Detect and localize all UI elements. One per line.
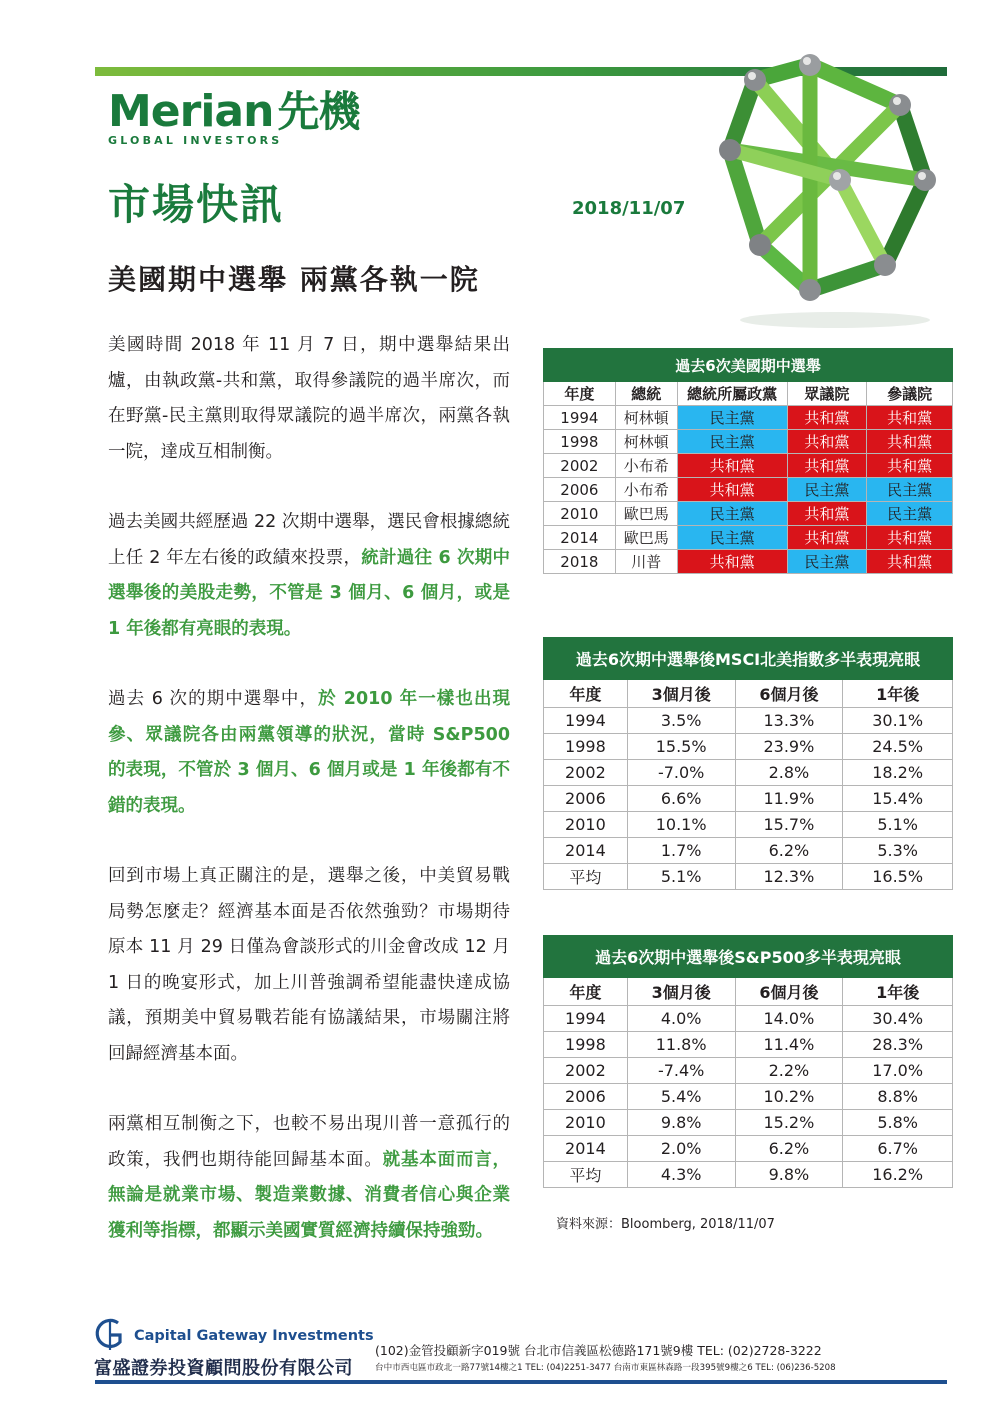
table-cell: -7.4% — [627, 1058, 735, 1084]
table-row — [544, 406, 953, 430]
table-cell: 5.1% — [627, 864, 735, 890]
table-row — [544, 478, 953, 502]
table-cell: 民主黨 — [677, 526, 787, 550]
table-cell: 2.2% — [735, 1058, 843, 1084]
table-cell: 2010 — [544, 812, 628, 838]
table-cell: 1994 — [544, 708, 628, 734]
table-cell: 民主黨 — [677, 430, 787, 454]
table-cell: 8.8% — [843, 1084, 953, 1110]
footer-license-address: (102)金管投顧新字019號 台北市信義區松德路171號9樓 TEL: (02)2728-3222 — [375, 1343, 822, 1358]
molecule-model-icon — [690, 40, 960, 330]
footer-branch-offices: 台中市西屯區市政北一路77號14樓之1 TEL: (04)2251-3477 台南市東區林森路一段395號9樓之6 TEL: (06)236-5208 — [375, 1363, 836, 1373]
table-cell: 1.7% — [627, 838, 735, 864]
table-cell: 11.8% — [627, 1032, 735, 1058]
table-cell: 15.2% — [735, 1110, 843, 1136]
table-row — [544, 1110, 953, 1136]
table-row — [544, 550, 953, 574]
table-cell: -7.0% — [627, 760, 735, 786]
table-row — [544, 430, 953, 454]
table-row — [544, 786, 953, 812]
table-cell: 15.7% — [735, 812, 843, 838]
table-cell: 2002 — [544, 760, 628, 786]
table-cell: 2014 — [544, 1136, 628, 1162]
table-cell: 民主黨 — [787, 478, 867, 502]
table-cell: 2006 — [544, 1084, 628, 1110]
table-row — [544, 760, 953, 786]
table-cell: 30.1% — [843, 708, 953, 734]
logo-cn: 先機 — [277, 87, 360, 136]
table-cell: 共和黨 — [867, 454, 953, 478]
table-cell: 2014 — [544, 526, 616, 550]
table-cell: 28.3% — [843, 1032, 953, 1058]
table-cell: 2.8% — [735, 760, 843, 786]
table-cell: 2002 — [544, 454, 616, 478]
table-row — [544, 1058, 953, 1084]
table-cell: 柯林頓 — [615, 430, 677, 454]
company-name-en: Capital Gateway Investments — [134, 1328, 374, 1344]
paragraph-1: 美國時間 2018 年 11 月 7 日，期中選舉結果出爐，由執政黨-共和黨，取得參議院的過半席次，而在野黨-民主黨則取得眾議院的過半席次，兩黨各執一院，達成互相制衡。 — [108, 335, 510, 462]
table-cell: 共和黨 — [867, 406, 953, 430]
paragraph-2: 過去美國共經歷過 22 次期中選舉，選民會根據總統上任 2 年左右後的政績來投票，統計過往 6 次期中選舉後的美股走勢，不管是 3 個月、6 個月，或是 1 年後都有亮眼的表現。 — [108, 512, 510, 639]
table-row — [544, 708, 953, 734]
table-cell: 共和黨 — [787, 430, 867, 454]
table-cell: 18.2% — [843, 760, 953, 786]
table-cell: 平均 — [544, 864, 628, 890]
page-date: 2018/11/07 — [572, 198, 686, 219]
table-row — [544, 734, 953, 760]
table-row — [544, 1136, 953, 1162]
table-header-row: 年度 3個月後 6個月後 1年後 — [544, 680, 953, 708]
table-row — [544, 454, 953, 478]
table-cell: 2.0% — [627, 1136, 735, 1162]
table-cell: 13.3% — [735, 708, 843, 734]
table-cell: 5.8% — [843, 1110, 953, 1136]
paragraph-4: 回到市場上真正關注的是，選舉之後，中美貿易戰局勢怎麼走？經濟基本面是否依然強勁？市場期待原本 11 月 29 日僅為會談形式的川金會改成 12 月 1 日的晚宴形式，加上川普強調希望能盡快達成協議，預期美中貿易戰若能有協議結果，市場關注將回歸經濟基本面。 — [108, 866, 510, 1064]
table-cell: 1994 — [544, 406, 616, 430]
table-cell: 共和黨 — [867, 526, 953, 550]
table-cell: 2010 — [544, 1110, 628, 1136]
table-cell: 柯林頓 — [615, 406, 677, 430]
table-cell: 共和黨 — [787, 406, 867, 430]
table-cell: 17.0% — [843, 1058, 953, 1084]
data-source-note: 資料來源：Bloomberg, 2018/11/07 — [556, 1217, 775, 1232]
headline: 美國期中選舉 兩黨各執一院 — [108, 263, 480, 296]
table-cell: 1998 — [544, 430, 616, 454]
table-cell: 1998 — [544, 734, 628, 760]
table-cell: 23.9% — [735, 734, 843, 760]
table-cell: 1998 — [544, 1032, 628, 1058]
cg-logo-icon — [94, 1318, 124, 1352]
logo-en: Merian — [108, 86, 274, 137]
table-cell: 14.0% — [735, 1006, 843, 1032]
table-cell: 16.2% — [843, 1162, 953, 1188]
table-cell: 共和黨 — [677, 550, 787, 574]
msci-north-america-table — [543, 637, 953, 890]
table-cell: 24.5% — [843, 734, 953, 760]
table-cell: 9.8% — [735, 1162, 843, 1188]
table-cell: 6.2% — [735, 1136, 843, 1162]
table-cell: 平均 — [544, 1162, 628, 1188]
table-cell: 4.3% — [627, 1162, 735, 1188]
table-cell: 15.4% — [843, 786, 953, 812]
table-cell: 3.5% — [627, 708, 735, 734]
table-cell: 川普 — [615, 550, 677, 574]
table-cell: 11.4% — [735, 1032, 843, 1058]
paragraph-5: 兩黨相互制衡之下，也較不易出現川普一意孤行的政策，我們也期待能回歸基本面。就基本面而言，無論是就業市場、製造業數據、消費者信心與企業獲利等指標，都顯示美國實質經濟持續保持強勁。 — [108, 1114, 511, 1241]
table-row — [544, 838, 953, 864]
table-cell: 10.1% — [627, 812, 735, 838]
table-cell: 歐巴馬 — [615, 502, 677, 526]
table-cell: 5.3% — [843, 838, 953, 864]
table-row — [544, 812, 953, 838]
midterm-election-table — [543, 348, 953, 574]
sp500-table — [543, 935, 953, 1188]
paragraph-2-highlight: 統計過往 6 次期中選舉後的美股走勢，不管是 3 個月、6 個月，或是 1 年後都有亮眼的表現。 — [108, 547, 510, 639]
table-cell: 30.4% — [843, 1006, 953, 1032]
article-body — [108, 328, 510, 1284]
table-cell: 2006 — [544, 786, 628, 812]
table-cell: 民主黨 — [787, 550, 867, 574]
table-cell: 民主黨 — [867, 478, 953, 502]
table-cell: 6.6% — [627, 786, 735, 812]
table-row — [544, 502, 953, 526]
table-cell: 共和黨 — [867, 430, 953, 454]
table-cell: 小布希 — [615, 478, 677, 502]
table-cell: 10.2% — [735, 1084, 843, 1110]
table-caption: 過去6次期中選舉後S&P500多半表現亮眼 — [544, 936, 953, 978]
table-cell: 共和黨 — [677, 454, 787, 478]
table-cell: 12.3% — [735, 864, 843, 890]
paragraph-3-highlight: 於 2010 年一樣也出現參、眾議院各由兩黨領導的狀況，當時 S&P500 的表現，不管於 3 個月、6 個月或是 1 年後都有不錯的表現。 — [108, 689, 511, 816]
table-row — [544, 1032, 953, 1058]
table-cell: 歐巴馬 — [615, 526, 677, 550]
table-cell: 2018 — [544, 550, 616, 574]
paragraph-3: 過去 6 次的期中選舉中，於 2010 年一樣也出現參、眾議院各由兩黨領導的狀況，當時 S&P500 的表現，不管於 3 個月、6 個月或是 1 年後都有不錯的表現。 — [108, 689, 511, 816]
table-cell: 共和黨 — [787, 454, 867, 478]
table-cell: 16.5% — [843, 864, 953, 890]
table-cell: 民主黨 — [677, 406, 787, 430]
table-row — [544, 1006, 953, 1032]
merian-logo — [108, 88, 359, 147]
table-cell: 11.9% — [735, 786, 843, 812]
table-cell: 15.5% — [627, 734, 735, 760]
table-cell: 1994 — [544, 1006, 628, 1032]
table-caption: 過去6次期中選舉後MSCI北美指數多半表現亮眼 — [544, 638, 953, 680]
table-cell: 5.1% — [843, 812, 953, 838]
table-row — [544, 864, 953, 890]
table-cell: 2006 — [544, 478, 616, 502]
logo-subtitle: GLOBAL INVESTORS — [108, 134, 283, 147]
table-caption: 過去6次美國期中選舉 — [544, 349, 953, 382]
footer-divider — [95, 1380, 947, 1384]
table-cell: 共和黨 — [677, 478, 787, 502]
table-cell: 6.7% — [843, 1136, 953, 1162]
table-cell: 5.4% — [627, 1084, 735, 1110]
table-row — [544, 526, 953, 550]
table-header-row: 年度 總統 總統所屬政黨 眾議院 參議院 — [544, 382, 953, 406]
table-cell: 小布希 — [615, 454, 677, 478]
table-cell: 共和黨 — [787, 502, 867, 526]
table-cell: 2010 — [544, 502, 616, 526]
table-cell: 共和黨 — [867, 550, 953, 574]
table-cell: 4.0% — [627, 1006, 735, 1032]
table-row — [544, 1162, 953, 1188]
table-cell: 共和黨 — [787, 526, 867, 550]
table-cell: 9.8% — [627, 1110, 735, 1136]
paragraph-5-highlight: 就基本面而言，無論是就業市場、製造業數據、消費者信心與企業獲利等指標，都顯示美國實質經濟持續保持強勁。 — [108, 1149, 511, 1241]
table-cell: 民主黨 — [867, 502, 953, 526]
company-name-cn: 富盛證券投資顧問股份有限公司 — [94, 1358, 353, 1379]
table-cell: 2002 — [544, 1058, 628, 1084]
table-header-row: 年度 3個月後 6個月後 1年後 — [544, 978, 953, 1006]
page-title: 市場快訊 — [108, 180, 285, 229]
table-row — [544, 1084, 953, 1110]
table-cell: 6.2% — [735, 838, 843, 864]
table-cell: 2014 — [544, 838, 628, 864]
table-cell: 民主黨 — [677, 502, 787, 526]
